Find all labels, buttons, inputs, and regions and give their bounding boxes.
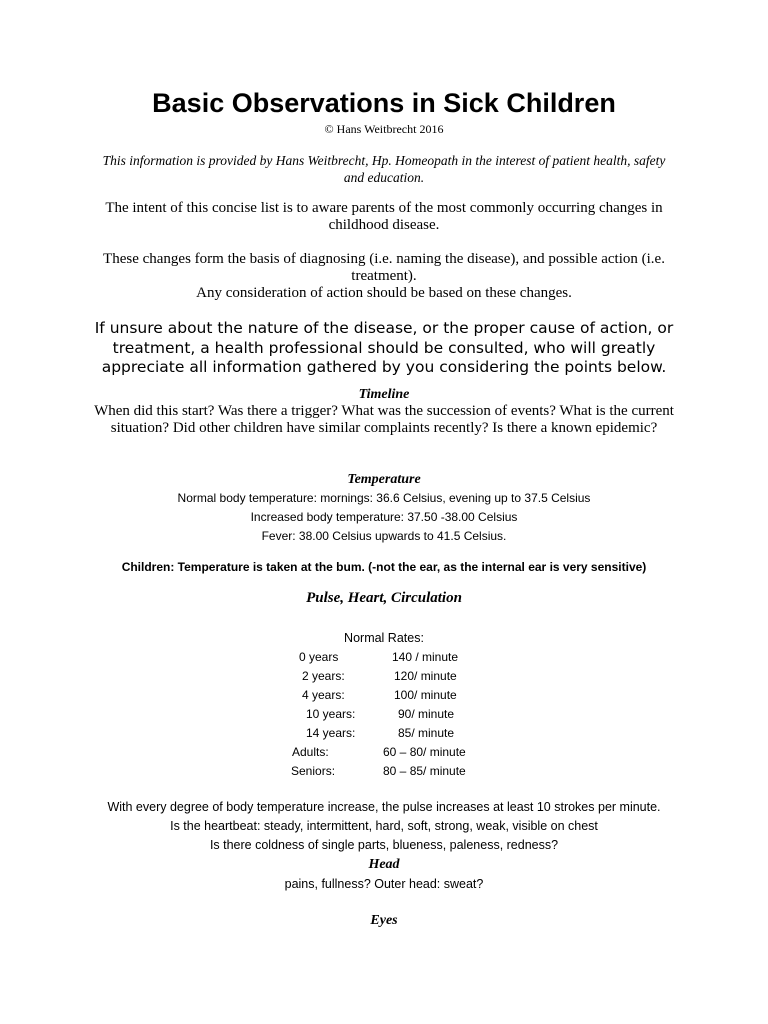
provided-by-note: This information is provided by Hans Weitbrecht, Hp. Homeopath in the interest of patient health, safety and education. <box>102 153 666 185</box>
rate-row <box>0 688 768 707</box>
head-heading: Head <box>368 857 400 872</box>
heartbeat-question: Is the heartbeat: steady, intermittent, hard, soft, strong, weak, visible on chest <box>170 819 598 833</box>
intent-paragraph: The intent of this concise list is to aware parents of the most commonly occurring changes in childhood disease. <box>105 200 663 233</box>
rate-value: 140 / minute <box>392 650 459 664</box>
pulse-degree-note: With every degree of body temperature increase, the pulse increases at least 10 strokes per minute. <box>107 800 661 814</box>
rate-value: 120/ minute <box>394 669 457 683</box>
children-temperature-note: Children: Temperature is taken at the bum. (-not the ear, as the internal ear is very sensitive) <box>121 560 647 574</box>
rate-value: 100/ minute <box>394 688 457 702</box>
consideration-paragraph: Any consideration of action should be based on these changes. <box>196 285 572 301</box>
temperature-heading: Temperature <box>347 472 421 487</box>
rate-value: 80 – 85/ minute <box>383 764 466 778</box>
rate-age: 0 years <box>299 650 339 664</box>
timeline-heading: Timeline <box>358 387 410 402</box>
copyright-line: © Hans Weitbrecht 2016 <box>324 122 444 136</box>
normal-rates-label: Normal Rates: <box>344 631 424 645</box>
warning-paragraph: If unsure about the nature of the disease, or the proper cause of action, or treatment, a health professional should be consulted, who will greatly appreciate all information gathered by you considering the points below. <box>94 319 674 376</box>
rate-row <box>0 669 768 688</box>
pulse-rates-table <box>0 650 768 780</box>
temperature-increased: Increased body temperature: 37.50 -38.00 Celsius <box>250 510 518 524</box>
rate-row <box>0 707 768 726</box>
rate-row <box>0 726 768 745</box>
rate-age: Adults: <box>292 745 329 759</box>
rate-age: 14 years: <box>306 726 356 740</box>
rate-age: Seniors: <box>291 764 336 778</box>
eyes-heading: Eyes <box>370 913 398 928</box>
timeline-text: When did this start? Was there a trigger? What was the succession of events? What is the current situation? Did other children have similar complaints recently? Is there a known epidemic? <box>94 403 674 436</box>
rate-age: 4 years: <box>302 688 345 702</box>
coldness-question: Is there coldness of single parts, blueness, paleness, redness? <box>209 838 559 852</box>
head-text: pains, fullness? Outer head: sweat? <box>284 877 484 891</box>
rate-row <box>0 745 768 764</box>
rate-row <box>0 650 768 669</box>
rate-value: 90/ minute <box>398 707 455 721</box>
page-title: Basic Observations in Sick Children <box>152 88 616 118</box>
temperature-fever: Fever: 38.00 Celsius upwards to 41.5 Celsius. <box>261 529 507 543</box>
temperature-normal: Normal body temperature: mornings: 36.6 Celsius, evening up to 37.5 Celsius <box>177 491 591 505</box>
rate-age: 10 years: <box>306 707 356 721</box>
rate-age: 2 years: <box>302 669 345 683</box>
rate-value: 85/ minute <box>398 726 455 740</box>
pulse-heading: Pulse, Heart, Circulation <box>306 590 462 606</box>
rate-value: 60 – 80/ minute <box>383 745 466 759</box>
rate-row <box>0 764 768 783</box>
changes-paragraph: These changes form the basis of diagnosing (i.e. naming the disease), and possible action (i.e. treatment). <box>103 251 665 284</box>
